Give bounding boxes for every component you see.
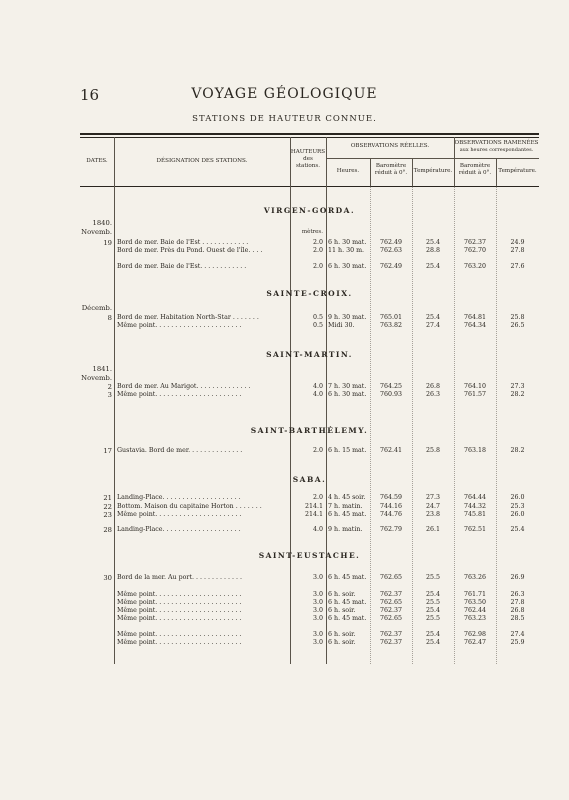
cell-heure: Midi 30. <box>328 322 355 329</box>
cell-temperature: 26.1 <box>425 526 441 533</box>
header-hauteurs-line: HAUTEURS <box>290 149 326 155</box>
cell-date: 30 <box>103 574 112 582</box>
header-temperature-2: Température. <box>498 168 537 174</box>
cell-designation: Bord de mer. Près du Pond. Ouest de l'île. . . . <box>117 247 263 254</box>
cell-temperature-ramenee: 26.0 <box>510 511 525 518</box>
cell-temperature: 25.8 <box>425 447 441 454</box>
cell-barometre: 762.37 <box>379 591 403 598</box>
cell-designation: Landing-Place. . . . . . . . . . . . . . . . . . . . <box>117 526 241 533</box>
cell-hauteur: 214.1 <box>304 511 323 518</box>
cell-temperature: 25.4 <box>425 263 441 270</box>
cell-designation: Bord de mer. Baie de l'Est . . . . . . . . . . . . <box>117 239 249 246</box>
cell-hauteur: 4.0 <box>312 391 323 398</box>
cell-designation: Bord de mer. Baie de l'Est. . . . . . . . . . . . <box>117 263 247 270</box>
cell-temperature: 25.4 <box>425 314 441 321</box>
cell-barometre-ramene: 762.51 <box>463 526 487 533</box>
cell-barometre: 762.65 <box>379 599 403 606</box>
cell-heure: 6 h. 45 mat. <box>328 599 367 606</box>
cell-heure: 6 h. 30 mat. <box>328 391 367 398</box>
section-title: SAINTE-CROIX. <box>266 289 353 298</box>
cell-hauteur: 4.0 <box>312 383 323 390</box>
header-barometre-line: Baromètre <box>375 163 407 169</box>
cell-heure: 9 h. matin. <box>328 526 363 533</box>
cell-temperature: 25.4 <box>425 591 441 598</box>
cell-heure: 6 h. 45 mat. <box>328 511 367 518</box>
cell-date: 17 <box>103 447 112 455</box>
cell-barometre: 744.16 <box>379 503 403 510</box>
cell-heure: 6 h. 45 mat. <box>328 615 367 622</box>
cell-barometre-ramene: 762.70 <box>463 247 487 254</box>
cell-barometre-ramene: 744.32 <box>463 503 487 510</box>
cell-date: 22 <box>103 503 112 511</box>
header-group-rule <box>326 158 539 159</box>
cell-hauteur: 3.0 <box>312 591 323 598</box>
cell-designation: Même point. . . . . . . . . . . . . . . . . . . . . . <box>117 322 242 329</box>
cell-temperature-ramenee: 27.8 <box>510 247 525 254</box>
cell-designation: Même point. . . . . . . . . . . . . . . . . . . . . . <box>117 607 242 614</box>
cell-temperature: 24.7 <box>425 503 441 510</box>
header-bottom-rule <box>80 186 539 187</box>
header-temperature: Température. <box>413 168 453 174</box>
cell-temperature: 25.5 <box>425 615 441 622</box>
cell-heure: 11 h. 30 m. <box>328 247 365 254</box>
cell-heure: 6 h. soir. <box>328 631 356 638</box>
cell-hauteur: 4.0 <box>312 526 323 533</box>
cell-temperature: 25.4 <box>425 239 441 246</box>
cell-hauteur: 2.0 <box>312 247 323 254</box>
header-barometre-2-line: Baromètre <box>459 163 491 169</box>
cell-heure: 7 h. matin. <box>328 503 363 510</box>
cell-hauteur: 3.0 <box>312 631 323 638</box>
cell-designation: Même point. . . . . . . . . . . . . . . . . . . . . . <box>117 511 242 518</box>
cell-temperature: 28.8 <box>425 247 441 254</box>
cell-date: Novemb. <box>81 374 112 382</box>
cell-hauteur: 3.0 <box>312 615 323 622</box>
cell-designation: Même point. . . . . . . . . . . . . . . . . . . . . . <box>117 631 242 638</box>
cell-temperature: 25.5 <box>425 574 441 581</box>
cell-hauteur: 0.5 <box>312 322 323 329</box>
units-label: mètres. <box>301 229 323 235</box>
cell-hauteur: 3.0 <box>312 639 323 646</box>
cell-temperature-ramenee: 26.3 <box>510 591 525 598</box>
cell-barometre: 762.41 <box>379 447 403 454</box>
cell-designation: Bord de la mer. Au port. . . . . . . . . . . . . <box>117 574 243 581</box>
cell-temperature-ramenee: 26.5 <box>510 322 525 329</box>
cell-barometre: 763.82 <box>379 322 403 329</box>
cell-designation: Même point. . . . . . . . . . . . . . . . . . . . . . <box>117 639 242 646</box>
cell-heure: 6 h. soir. <box>328 639 356 646</box>
header-barometre-line: réduit à 0°. <box>374 169 408 176</box>
cell-temperature: 26.3 <box>425 391 441 398</box>
section-title: SABA. <box>292 475 327 484</box>
cell-barometre: 744.76 <box>379 511 403 518</box>
cell-temperature: 23.8 <box>425 511 441 518</box>
cell-barometre-ramene: 764.10 <box>463 383 487 390</box>
section-title: SAINT-BARTHÉLEMY. <box>250 426 369 435</box>
cell-barometre: 762.79 <box>379 526 403 533</box>
cell-barometre: 762.65 <box>379 574 403 581</box>
cell-barometre-ramene: 763.20 <box>463 263 487 270</box>
cell-hauteur: 2.0 <box>312 494 323 501</box>
cell-barometre: 762.37 <box>379 631 403 638</box>
cell-temperature-ramenee: 25.8 <box>510 314 525 321</box>
header-hauteurs-line: stations. <box>295 162 321 169</box>
cell-barometre-ramene: 762.98 <box>463 631 487 638</box>
cell-barometre: 762.65 <box>379 615 403 622</box>
page-number: 16 <box>80 86 100 104</box>
cell-temperature: 25.4 <box>425 639 441 646</box>
cell-date: 1841. <box>92 365 112 373</box>
header-hauteurs-line: des <box>303 155 313 162</box>
header-obs-reelles: OBSERVATIONS RÉELLES. <box>350 143 430 149</box>
cell-date: 23 <box>103 511 112 519</box>
cell-barometre-ramene: 764.34 <box>463 322 487 329</box>
cell-barometre: 765.01 <box>379 314 403 321</box>
cell-barometre: 762.63 <box>379 247 403 254</box>
cell-hauteur: 2.0 <box>312 239 323 246</box>
cell-designation: Même point. . . . . . . . . . . . . . . . . . . . . . <box>117 615 242 622</box>
cell-hauteur: 0.5 <box>312 314 323 321</box>
cell-barometre-ramene: 761.71 <box>463 591 487 598</box>
cell-hauteur: 3.0 <box>312 599 323 606</box>
header-barometre-2-line: réduit à 0°. <box>458 169 492 176</box>
cell-barometre-ramene: 762.44 <box>463 607 487 614</box>
cell-barometre-ramene: 764.44 <box>463 494 487 501</box>
cell-temperature-ramenee: 25.3 <box>510 503 525 510</box>
cell-date: 3 <box>107 391 112 399</box>
cell-barometre: 760.93 <box>379 391 403 398</box>
cell-heure: 7 h. 30 mat. <box>328 383 367 390</box>
cell-hauteur: 2.0 <box>312 447 323 454</box>
header-designation: DÉSIGNATION DES STATIONS. <box>156 158 248 164</box>
cell-date: 8 <box>107 314 112 322</box>
cell-barometre-ramene: 763.50 <box>463 599 487 606</box>
cell-date: 2 <box>107 383 112 391</box>
cell-barometre: 764.25 <box>379 383 403 390</box>
cell-temperature-ramenee: 26.8 <box>510 607 525 614</box>
cell-temperature-ramenee: 24.9 <box>510 239 525 246</box>
cell-barometre: 762.37 <box>379 639 403 646</box>
section-title: VIRGEN-GORDA. <box>263 206 356 215</box>
cell-designation: Gustavia. Bord de mer. . . . . . . . . . . . . . <box>117 447 243 454</box>
cell-temperature-ramenee: 28.2 <box>510 391 525 398</box>
cell-date: Décemb. <box>81 304 112 312</box>
cell-temperature-ramenee: 27.8 <box>510 599 525 606</box>
cell-heure: 6 h. 30 mat. <box>328 263 367 270</box>
cell-barometre-ramene: 764.81 <box>463 314 487 321</box>
header-obs-ramenees-line: OBSERVATIONS RAMENÉES <box>454 140 539 146</box>
cell-date: 1840. <box>92 219 112 227</box>
header-heures: Heures. <box>336 168 360 174</box>
cell-date: 21 <box>103 494 112 502</box>
table-title: STATIONS DE HAUTEUR CONNUE. <box>192 114 377 124</box>
header-obs-ramenees <box>454 140 539 153</box>
cell-temperature: 25.4 <box>425 631 441 638</box>
top-rule-thick <box>80 133 539 135</box>
cell-temperature: 26.8 <box>425 383 441 390</box>
cell-heure: 9 h. 30 mat. <box>328 314 367 321</box>
cell-temperature: 27.3 <box>425 494 441 501</box>
cell-barometre-ramene: 763.18 <box>463 447 487 454</box>
header-dates: DATES. <box>86 158 108 164</box>
cell-barometre-ramene: 762.47 <box>463 639 487 646</box>
cell-designation: Même point. . . . . . . . . . . . . . . . . . . . . . <box>117 591 242 598</box>
cell-barometre-ramene: 745.81 <box>463 511 487 518</box>
header-hauteurs <box>290 149 326 170</box>
cell-heure: 6 h. 30 mat. <box>328 239 367 246</box>
top-rule-thin <box>80 137 539 138</box>
cell-date: Novemb. <box>81 228 112 236</box>
cell-heure: 6 h. soir. <box>328 591 356 598</box>
cell-temperature-ramenee: 26.9 <box>510 574 525 581</box>
cell-barometre: 762.37 <box>379 607 403 614</box>
header-group-vline <box>454 137 455 186</box>
cell-barometre: 764.59 <box>379 494 403 501</box>
cell-hauteur: 3.0 <box>312 574 323 581</box>
cell-temperature-ramenee: 27.3 <box>510 383 525 390</box>
section-title: SAINT-EUSTACHE. <box>258 551 361 560</box>
cell-temperature-ramenee: 25.9 <box>510 639 525 646</box>
cell-temperature: 25.5 <box>425 599 441 606</box>
cell-temperature-ramenee: 25.4 <box>510 526 525 533</box>
cell-temperature: 27.4 <box>425 322 441 329</box>
cell-designation: Même point. . . . . . . . . . . . . . . . . . . . . . <box>117 599 242 606</box>
column-rule <box>114 137 115 664</box>
cell-temperature-ramenee: 27.4 <box>510 631 525 638</box>
cell-heure: 6 h. 45 mat. <box>328 574 367 581</box>
cell-temperature-ramenee: 28.5 <box>510 615 525 622</box>
cell-designation: Bord de mer. Au Marigot. . . . . . . . . . . . . . <box>117 383 251 390</box>
cell-barometre: 762.49 <box>379 263 403 270</box>
cell-barometre-ramene: 761.57 <box>463 391 487 398</box>
cell-hauteur: 2.0 <box>312 263 323 270</box>
cell-temperature: 25.4 <box>425 607 441 614</box>
cell-temperature-ramenee: 26.0 <box>510 494 525 501</box>
cell-temperature-ramenee: 28.2 <box>510 447 525 454</box>
header-sub-vline <box>370 158 371 186</box>
header-sub-vline <box>412 158 413 186</box>
cell-hauteur: 214.1 <box>304 503 323 510</box>
header-barometre <box>370 163 412 177</box>
cell-barometre: 762.49 <box>379 239 403 246</box>
cell-barometre-ramene: 763.26 <box>463 574 487 581</box>
cell-barometre-ramene: 763.23 <box>463 615 487 622</box>
column-rule <box>290 137 291 664</box>
cell-heure: 4 h. 45 soir. <box>328 494 366 501</box>
cell-barometre-ramene: 762.37 <box>463 239 487 246</box>
cell-heure: 6 h. 15 mat. <box>328 447 367 454</box>
cell-temperature-ramenee: 27.6 <box>510 263 525 270</box>
header-barometre-2 <box>454 163 496 177</box>
cell-designation: Même point. . . . . . . . . . . . . . . . . . . . . . <box>117 391 242 398</box>
cell-date: 19 <box>103 239 112 247</box>
header-sub-vline <box>496 158 497 186</box>
cell-designation: Bottom. Maison du capitaine Horton . . . . . . . <box>117 503 262 510</box>
cell-designation: Landing-Place. . . . . . . . . . . . . . . . . . . . <box>117 494 241 501</box>
section-title: SAINT-MARTIN. <box>266 350 353 359</box>
cell-designation: Bord de mer. Habitation North-Star . . . . . . . <box>117 314 259 321</box>
running-head: VOYAGE GÉOLOGIQUE <box>191 86 378 102</box>
cell-hauteur: 3.0 <box>312 607 323 614</box>
cell-heure: 6 h. soir. <box>328 607 356 614</box>
column-rule <box>326 137 327 664</box>
cell-date: 28 <box>103 526 112 534</box>
header-obs-ramenees-line: aux heures correspondantes. <box>459 146 534 153</box>
